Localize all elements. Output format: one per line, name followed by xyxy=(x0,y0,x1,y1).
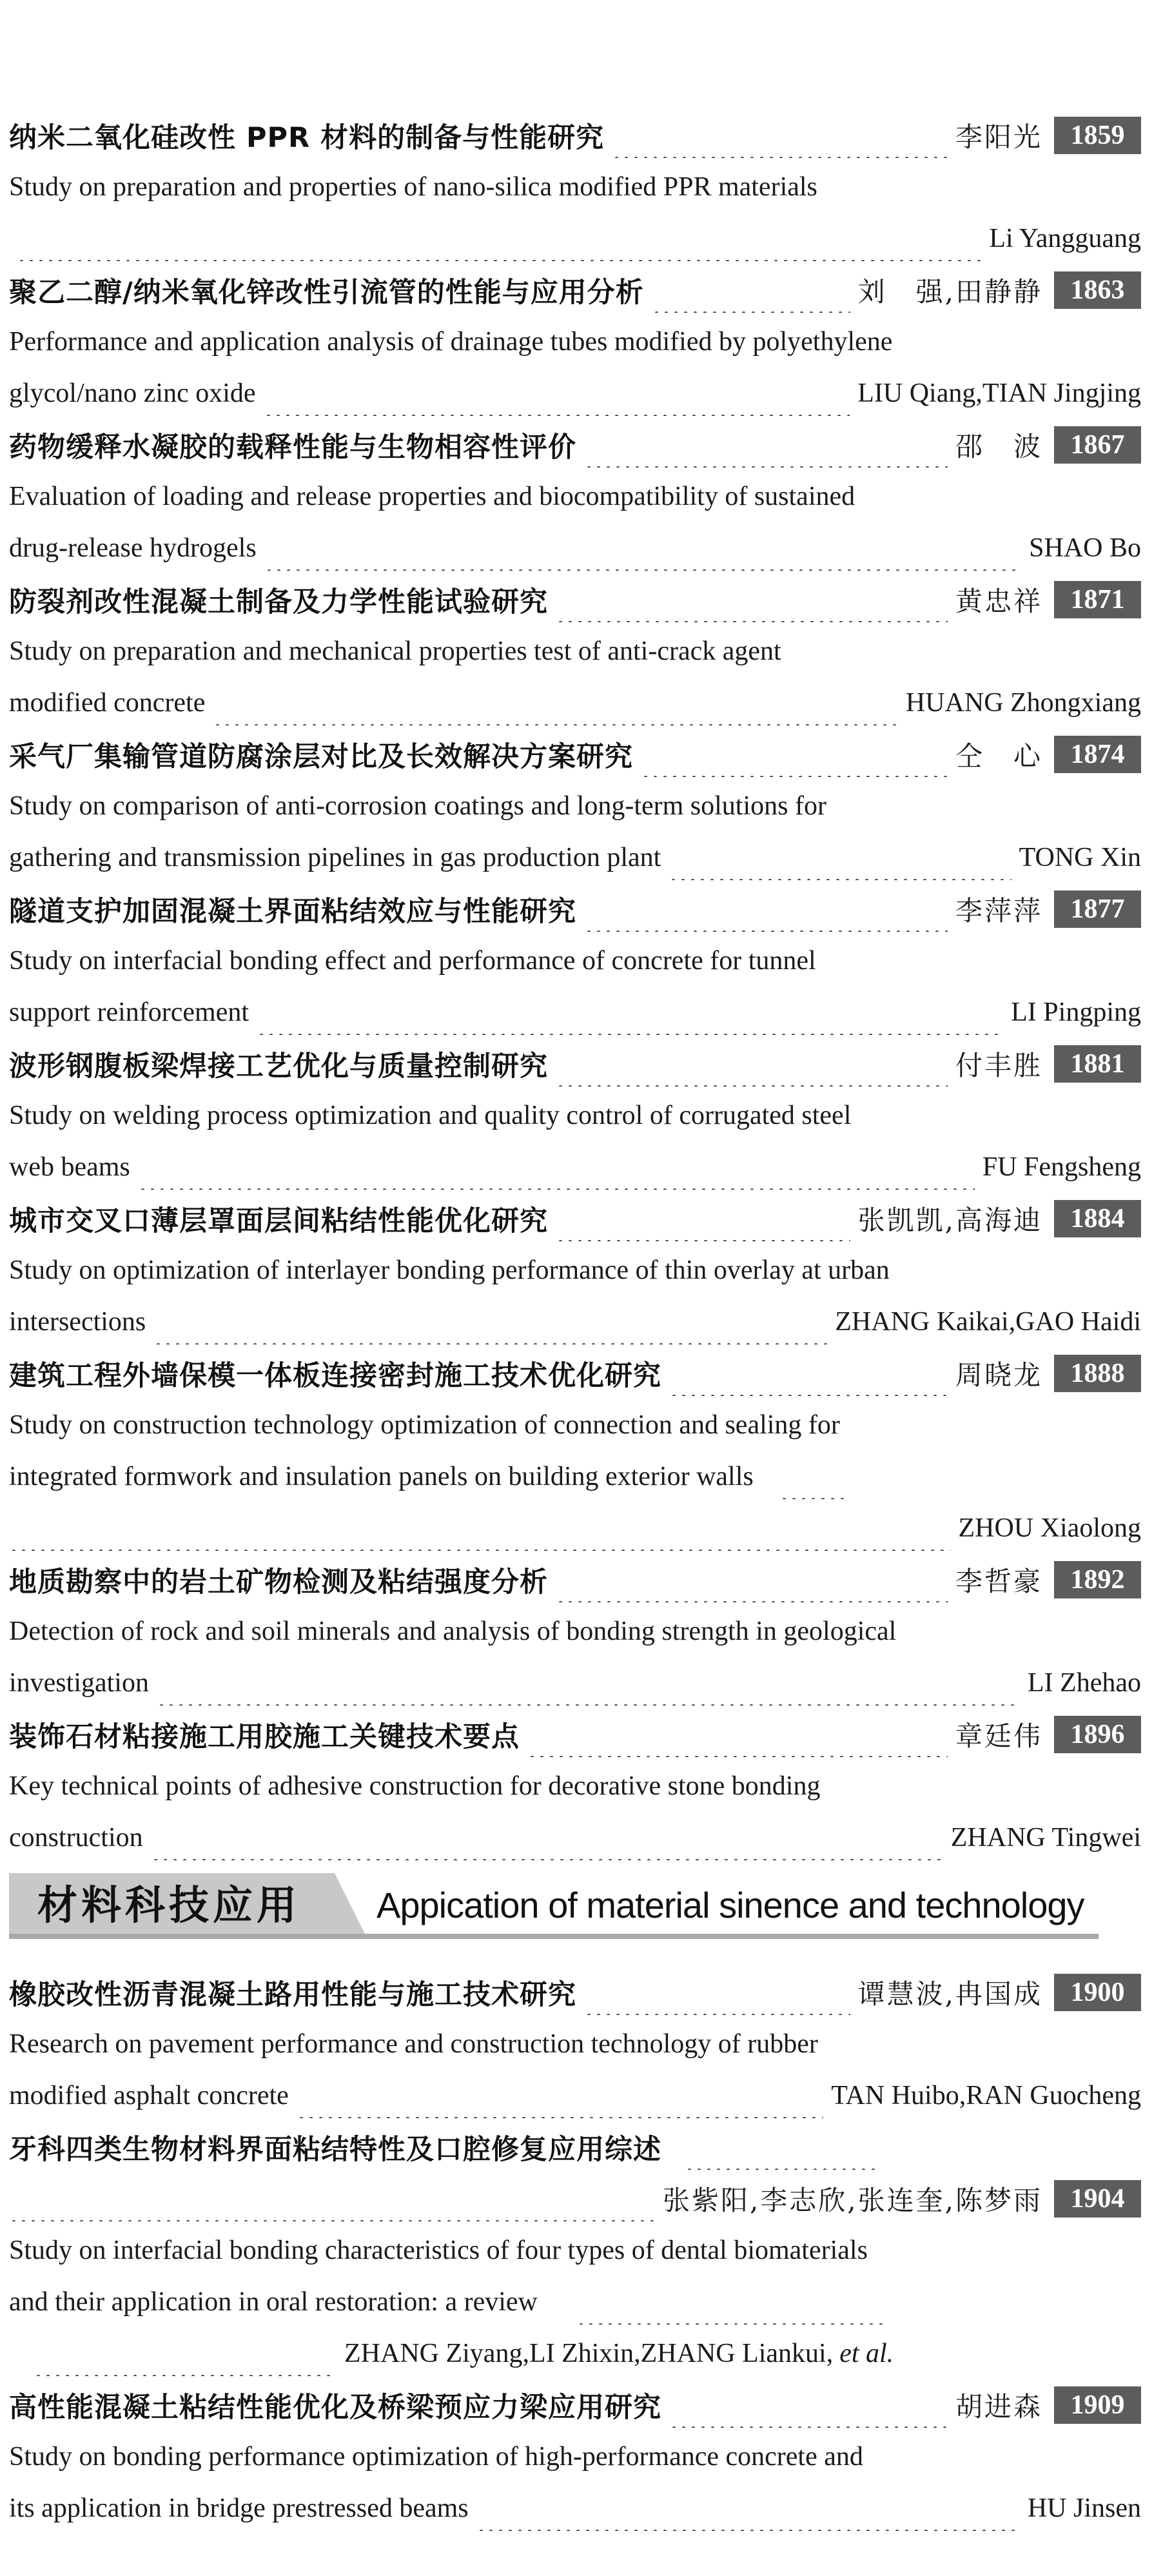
page-number-badge: 1892 xyxy=(1054,1561,1141,1598)
toc-entry-title-en xyxy=(9,783,1141,829)
entry-title-zh: 防裂剂改性混凝土制备及力学性能试验研究 xyxy=(9,585,548,618)
dot-leader xyxy=(17,216,981,261)
entry-author-zh: 周晓龙 xyxy=(955,1359,1042,1391)
entry-title-en: Performance and application analysis of drainage tubes modified by polyethylene xyxy=(9,327,893,357)
entry-title-zh: 地质勘察中的岩土矿物检测及粘结强度分析 xyxy=(9,1566,548,1598)
toc-entry-title-zh[interactable] xyxy=(9,887,1141,932)
dot-leader xyxy=(556,577,948,622)
entry-author-en: FU Fengsheng xyxy=(982,1152,1141,1182)
entry-author-zh: 李哲豪 xyxy=(955,1566,1042,1597)
entry-author-en: TAN Huibo,RAN Guocheng xyxy=(831,2081,1141,2110)
entry-title-en: modified asphalt concrete xyxy=(9,2081,289,2110)
dot-leader xyxy=(213,680,898,725)
entry-author-zh: 仝 心 xyxy=(955,740,1042,772)
entry-title-en: Study on preparation and mechanical properties test of anti-crack agent xyxy=(9,636,781,666)
toc-entry-author-line xyxy=(9,2486,1141,2531)
toc-entry-title-zh[interactable] xyxy=(9,2383,1141,2428)
entry-author-en: ZHOU Xiaolong xyxy=(958,1513,1141,1543)
page-number-badge: 1881 xyxy=(1054,1045,1141,1083)
dot-leader xyxy=(264,371,850,416)
toc-entry-title-en xyxy=(9,1454,1141,1499)
toc-entry-title-zh[interactable] xyxy=(9,422,1141,467)
dot-leader xyxy=(669,2383,948,2428)
dot-leader xyxy=(669,1351,948,1396)
toc-entry-title-en xyxy=(9,1609,1141,1654)
entry-author-zh: 李阳光 xyxy=(955,121,1042,153)
entry-author-zh: 张凯凯,高海迪 xyxy=(857,1204,1042,1236)
dot-leader xyxy=(641,732,948,777)
toc-entry-author-line xyxy=(9,526,1141,571)
dot-leader xyxy=(584,1970,850,2015)
entry-title-en: modified concrete xyxy=(9,688,206,718)
toc-entry-title-zh[interactable] xyxy=(9,268,1141,313)
toc-entry-title-en xyxy=(9,2228,1141,2273)
toc-entry-title-en xyxy=(9,938,1141,983)
toc-entry-author-line xyxy=(9,1506,1141,1551)
entry-title-zh: 采气厂集输管道防腐涂层对比及长效解决方案研究 xyxy=(9,740,633,773)
entry-author-en: ZHANG Kaikai,GAO Haidi xyxy=(835,1307,1141,1337)
page-number-badge: 1874 xyxy=(1054,736,1141,773)
toc-entry-author-line xyxy=(9,1299,1141,1344)
entry-author-en: LIU Qiang,TIAN Jingjing xyxy=(857,379,1141,408)
entry-title-en: construction xyxy=(9,1823,143,1853)
entry-author-zh: 付丰胜 xyxy=(955,1050,1042,1081)
page-number-badge: 1900 xyxy=(1054,1974,1141,2011)
entry-title-en: support reinforcement xyxy=(9,998,249,1027)
page-number-badge: 1867 xyxy=(1054,426,1141,464)
entry-author-en: LI Zhehao xyxy=(1027,1668,1141,1698)
dot-leader xyxy=(151,1815,943,1860)
toc-entry-title-en xyxy=(9,1093,1141,1138)
entry-title-en: Study on bonding performance optimization of high-performance concrete and xyxy=(9,2442,863,2472)
dot-leader xyxy=(576,2279,886,2325)
toc-entry-title-en xyxy=(9,319,1141,364)
section-title-zh: 材料科技应用 xyxy=(37,1882,301,1929)
entry-author-en: LI Pingping xyxy=(1011,998,1141,1027)
entry-title-en: Detection of rock and soil minerals and analysis of bonding strength in geological xyxy=(9,1617,897,1646)
dot-leader xyxy=(556,1196,850,1241)
entry-title-zh: 装饰石材粘接施工用胶施工关键技术要点 xyxy=(9,1720,520,1753)
entry-title-en: and their application in oral restoration: a review xyxy=(9,2287,538,2317)
toc-entry-title-en xyxy=(9,1764,1141,1809)
dot-leader xyxy=(264,526,1021,571)
section-underline xyxy=(9,1934,1099,1939)
toc-entry-author-line xyxy=(9,1815,1141,1860)
entry-title-en: integrated formwork and insulation panels on building exterior walls xyxy=(9,1462,754,1491)
toc-entry-title-zh[interactable] xyxy=(9,732,1141,777)
entry-title-zh: 高性能混凝土粘结性能优化及桥梁预应力梁应用研究 xyxy=(9,2391,661,2424)
toc-entry-author-zh-line xyxy=(9,2176,1141,2221)
page-number-badge: 1884 xyxy=(1054,1200,1141,1237)
page-number-badge: 1871 xyxy=(1054,581,1141,618)
page-number-badge: 1904 xyxy=(1054,2180,1141,2217)
toc-entry-author-line xyxy=(9,371,1141,416)
toc-entry-author-line xyxy=(9,216,1141,261)
entry-author-zh: 黄忠祥 xyxy=(955,585,1042,617)
entry-title-en: glycol/nano zinc oxide xyxy=(9,379,256,408)
entry-title-en: Study on construction technology optimization of connection and sealing for xyxy=(9,1410,840,1440)
dot-leader xyxy=(527,1712,948,1757)
entry-author-zh: 谭慧波,冉国成 xyxy=(857,1978,1042,2010)
section-header xyxy=(9,1873,1099,1938)
dot-leader xyxy=(476,2486,1020,2531)
toc-entry-title-zh[interactable] xyxy=(9,1557,1141,1602)
entry-title-zh: 波形钢腹板梁焊接工艺优化与质量控制研究 xyxy=(9,1050,548,1083)
section-title-en: Appication of material sinence and technology xyxy=(376,1885,1084,1925)
toc-entry-title-en xyxy=(9,474,1141,519)
entry-author-en: ZHANG Ziyang,LI Zhixin,ZHANG Liankui, xyxy=(344,2339,834,2368)
entry-title-zh: 聚乙二醇/纳米氧化锌改性引流管的性能与应用分析 xyxy=(9,276,644,309)
entry-title-en: Evaluation of loading and release properties and biocompatibility of sustained xyxy=(9,482,855,511)
dot-leader xyxy=(297,2073,823,2118)
toc-entry-author-line xyxy=(9,680,1141,725)
toc-entry-title-zh[interactable] xyxy=(9,1041,1141,1086)
dot-leader xyxy=(157,1660,1020,1706)
toc-entry-author-line xyxy=(9,2073,1141,2118)
toc-entry-title-zh[interactable] xyxy=(9,2125,1141,2170)
entry-title-en: Study on preparation and properties of nano-silica modified PPR materials xyxy=(9,172,817,202)
toc-entry-title-zh[interactable] xyxy=(9,1196,1141,1241)
toc-entry-title-en xyxy=(9,1402,1141,1448)
dot-leader xyxy=(153,1299,827,1344)
entry-author-zh: 刘 强,田静静 xyxy=(857,276,1042,308)
toc-entry-title-zh[interactable] xyxy=(9,113,1141,158)
entry-title-zh: 橡胶改性沥青混凝土路用性能与施工技术研究 xyxy=(9,1978,576,2011)
entry-title-zh: 药物缓释水凝胶的载释性能与生物相容性评价 xyxy=(9,431,576,464)
entry-author-zh: 章廷伟 xyxy=(955,1720,1042,1752)
toc-entry-title-zh[interactable] xyxy=(9,577,1141,622)
dot-leader xyxy=(652,268,850,313)
entry-author-en: SHAO Bo xyxy=(1029,533,1141,563)
entry-title-en: Research on pavement performance and construction technology of rubber xyxy=(9,2029,818,2059)
entry-title-zh: 建筑工程外墙保模一体板连接密封施工技术优化研究 xyxy=(9,1359,661,1392)
toc-entry-title-zh[interactable] xyxy=(9,1970,1141,2015)
page-number-badge: 1896 xyxy=(1054,1716,1141,1753)
dot-leader xyxy=(584,887,948,932)
entry-author-en: HU Jinsen xyxy=(1027,2493,1141,2523)
toc-entry-author-line xyxy=(9,2331,1141,2376)
entry-title-en: Key technical points of adhesive construction for decorative stone bonding xyxy=(9,1771,821,1801)
toc-entry-title-en xyxy=(9,2021,1141,2067)
entry-author-et-al: et al. xyxy=(839,2339,894,2368)
entry-author-zh: 李萍萍 xyxy=(955,895,1042,927)
entry-title-en: intersections xyxy=(9,1307,146,1337)
dot-leader xyxy=(556,1557,948,1602)
toc-entry-author-line xyxy=(9,1145,1141,1190)
toc-entry-title-en xyxy=(9,629,1141,674)
dot-leader xyxy=(779,1454,850,1499)
toc-entry-title-zh[interactable] xyxy=(9,1712,1141,1757)
entry-author-zh: 张紫阳,李志欣,张连奎,陈梦雨 xyxy=(662,2185,1042,2216)
entry-title-zh: 城市交叉口薄层罩面层间粘结性能优化研究 xyxy=(9,1204,548,1237)
page-number-badge: 1863 xyxy=(1054,271,1141,309)
dot-leader xyxy=(612,113,948,158)
entry-author-zh: 胡进森 xyxy=(955,2391,1042,2423)
dot-leader xyxy=(556,1041,948,1086)
entry-title-zh: 纳米二氧化硅改性 PPR 材料的制备与性能研究 xyxy=(9,121,605,154)
dot-leader xyxy=(34,2331,337,2376)
dot-leader xyxy=(9,1506,951,1551)
dot-leader xyxy=(685,2125,878,2170)
entry-author-en: HUANG Zhongxiang xyxy=(905,688,1141,718)
toc-entry-author-line xyxy=(9,990,1141,1035)
toc-entry-title-en xyxy=(9,1248,1141,1293)
entry-title-en: gathering and transmission pipelines in gas production plant xyxy=(9,843,661,872)
toc-entry-title-zh[interactable] xyxy=(9,1351,1141,1396)
toc-entry-title-en xyxy=(9,164,1141,210)
entry-title-en: Study on interfacial bonding effect and performance of concrete for tunnel xyxy=(9,946,816,976)
toc-entry-title-en xyxy=(9,2434,1141,2479)
entry-title-en: web beams xyxy=(9,1152,130,1182)
toc-entry-title-en xyxy=(9,2279,1141,2325)
entry-title-en: its application in bridge prestressed beams xyxy=(9,2493,469,2523)
page-number-badge: 1909 xyxy=(1054,2386,1141,2424)
dot-leader xyxy=(9,2176,655,2221)
page-number-badge: 1877 xyxy=(1054,890,1141,928)
dot-leader xyxy=(257,990,1003,1035)
dot-leader xyxy=(138,1145,975,1190)
entry-author-zh: 邵 波 xyxy=(955,431,1042,462)
entry-title-en: Study on welding process optimization and quality control of corrugated steel xyxy=(9,1101,852,1130)
dot-leader xyxy=(669,835,1011,880)
entry-title-en: investigation xyxy=(9,1668,149,1698)
entry-author-en: ZHANG Tingwei xyxy=(950,1823,1141,1853)
entry-title-en: Study on comparison of anti-corrosion coatings and long-term solutions for xyxy=(9,791,826,821)
dot-leader xyxy=(584,422,948,467)
entry-title-en: Study on optimization of interlayer bonding performance of thin overlay at urban xyxy=(9,1255,890,1285)
entry-author-en: Li Yangguang xyxy=(989,224,1141,253)
page-number-badge: 1888 xyxy=(1054,1355,1141,1392)
toc-entry-author-line xyxy=(9,835,1141,880)
entry-title-zh: 牙科四类生物材料界面粘结特性及口腔修复应用综述 xyxy=(9,2133,661,2166)
page-number-badge: 1859 xyxy=(1054,117,1141,154)
entry-title-en: Study on interfacial bonding characteristics of four types of dental biomaterials xyxy=(9,2236,868,2265)
toc-entry-author-line xyxy=(9,1660,1141,1706)
entry-author-en: TONG Xin xyxy=(1019,843,1141,872)
entry-title-en: drug-release hydrogels xyxy=(9,533,257,563)
entry-title-zh: 隧道支护加固混凝土界面粘结效应与性能研究 xyxy=(9,895,576,928)
